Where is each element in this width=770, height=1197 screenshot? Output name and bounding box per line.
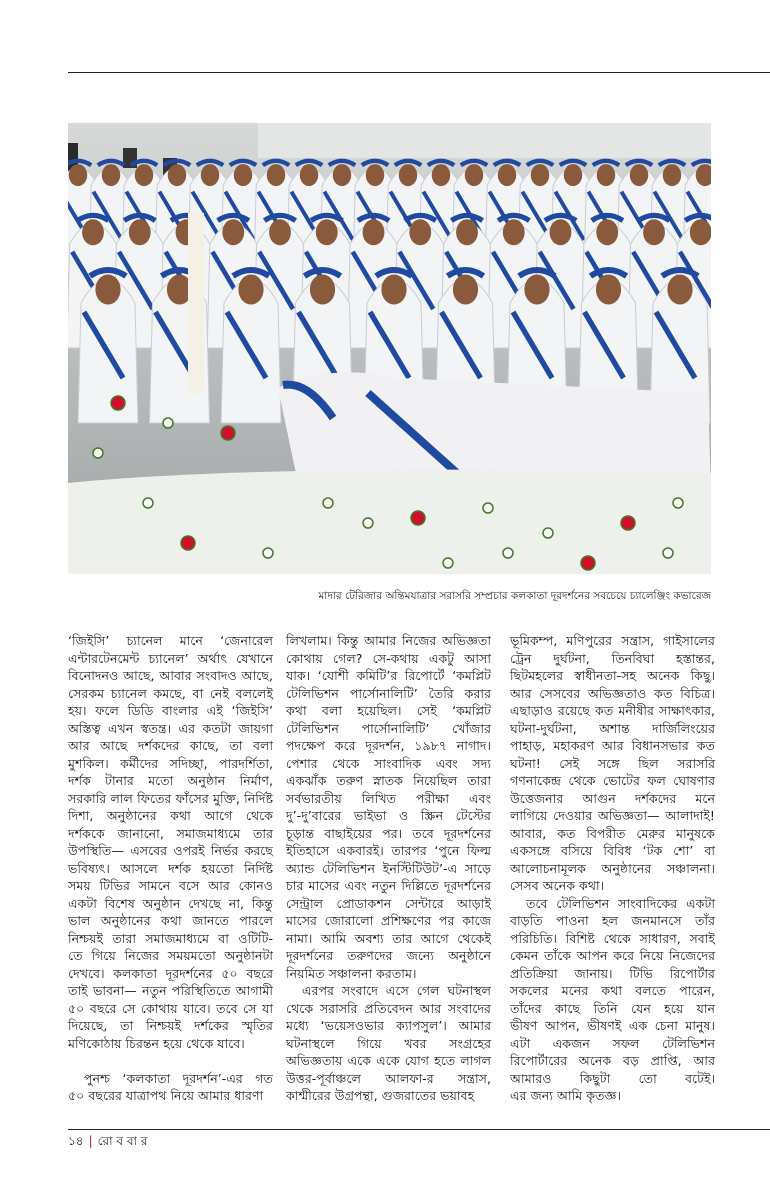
flower bbox=[181, 536, 195, 550]
text-line: লিখলাম। কিন্তু আমার নিজের অভিজ্ঞতা bbox=[286, 633, 491, 648]
text-line: উপস্থিতি— এসবের ওপরই নির্ভর করছে bbox=[68, 843, 273, 858]
flower bbox=[143, 498, 153, 508]
text-line: বাড়তি পাওনা হল জনমানসে তাঁর bbox=[510, 913, 715, 928]
text-line: এরপর সংবাদে এসে গেল ঘটনাস্থল bbox=[302, 983, 491, 998]
flower bbox=[663, 548, 673, 558]
text-line: অভিজ্ঞতায় একে একে যোগ হতে লাগল bbox=[286, 1053, 491, 1068]
text-line: গণনাকেন্দ্র থেকে ভোটের ফল ঘোষণার bbox=[510, 773, 715, 788]
text-line: আর সেসবের অভিজ্ঞতাও কত বিচিত্র। bbox=[510, 685, 715, 701]
text-line: ৫০ বছরে সে কোথায় যাবে। তবে সে যা bbox=[68, 1000, 273, 1016]
flower bbox=[263, 548, 273, 558]
page-number: ১৪ bbox=[68, 1134, 84, 1148]
text-line: আমারও কিছুটা তো বটেই। bbox=[510, 1070, 715, 1086]
nun-figure bbox=[78, 270, 138, 423]
candle bbox=[188, 213, 204, 393]
article-column-2 bbox=[286, 632, 491, 1105]
text-line: হয়। ফলে ডিডি বাংলার এই ‘জিইসি’ bbox=[68, 703, 273, 718]
text-line: এটা একজন সফল টেলিভিশন bbox=[510, 1035, 715, 1051]
text-line: মুশকিল। কর্মীদের সদিচ্ছা, পারদর্শিতা, bbox=[68, 755, 273, 771]
text-line: সর্বভারতীয় লিখিত পরীক্ষা এবং bbox=[286, 790, 491, 806]
text-line: সরকারি লাল ফিতের ফাঁসের মুক্তি, নির্দিষ্ট bbox=[68, 790, 273, 806]
text-line: দূরদর্শনের তরুণদের জন্যে অনুষ্ঠানে bbox=[286, 948, 491, 963]
text-line: তবে টেলিভিশন সাংবাদিকের একটা bbox=[526, 895, 715, 911]
bottom-rule bbox=[68, 1129, 770, 1130]
text-line: দিশা, অনুষ্ঠানের কথা আগে থেকে bbox=[68, 808, 273, 823]
text-line: সকলের মনের কথা বলতে পারেন, bbox=[510, 983, 715, 998]
text-line: ভাল অনুষ্ঠানের কথা জানতে পারলে bbox=[68, 913, 273, 928]
paragraph-gap bbox=[68, 1052, 273, 1070]
footer-separator: | bbox=[88, 1134, 93, 1148]
paragraph bbox=[68, 632, 273, 1052]
text-line: সেন্ট্রাল প্রোডাকশন সেন্টারে আড়াই bbox=[286, 895, 491, 911]
text-line: এন্টারটেনমেন্ট চ্যানেল’ অর্থাৎ যেখানে bbox=[68, 650, 273, 666]
text-line: ইতিহাসে একবারই। তারপর ‘পুনে ফিল্ম bbox=[286, 843, 491, 858]
text-line: এর জন্য আমি কৃতজ্ঞ। bbox=[510, 1088, 622, 1103]
text-line: ট্রেন দুর্ঘটনা, তিনবিঘা হস্তান্তর, bbox=[510, 650, 715, 666]
text-line: উত্তর-পূর্বাঞ্চলে আলফা-র সন্ত্রাস, bbox=[286, 1070, 491, 1086]
paragraph bbox=[510, 632, 715, 895]
text-line: নিশ্চয়ই তারা সমাজমাধ্যমে বা ওটিটি- bbox=[68, 930, 273, 946]
paragraph bbox=[510, 895, 715, 1105]
text-line: কেমন তাঁকে আপন করে নিয়ে নিজেদের bbox=[510, 948, 715, 963]
text-line: দর্শককে জানানো, সমাজমাধ্যমে তার bbox=[68, 825, 273, 841]
text-line: আবার, কত বিপরীত মেরুর মানুষকে bbox=[510, 825, 715, 841]
paragraph bbox=[286, 982, 491, 1105]
flower bbox=[111, 396, 125, 410]
flower bbox=[93, 448, 103, 458]
text-line: নিয়মিত সঞ্চালনা করতাম। bbox=[286, 965, 417, 981]
text-line: সময় টিভির সামনে বসে আর কোনও bbox=[68, 878, 273, 893]
text-line: রিপোর্টারের অনেক বড় প্রাপ্তি, আর bbox=[510, 1053, 715, 1068]
photo-illustration bbox=[68, 123, 711, 574]
photo-caption: মাদার টেরিজার অন্তিমযাত্রার সরাসরি সম্প্রচার কলকাতা দূরদর্শনের সবচেয়ে চ্যালেঞ্জিং কভারেজ bbox=[318, 590, 711, 602]
text-line: পদক্ষেপ করে দূরদর্শন, ১৯৮৭ নাগাদ। bbox=[286, 738, 491, 753]
text-line: দিয়েছে, তা নিশ্চয়ই দর্শকের স্মৃতির bbox=[68, 1018, 273, 1033]
text-line: ভীষণ আপন, ভীষণই এক চেনা মানুষ। bbox=[510, 1018, 715, 1033]
text-line: নামা। আমি অবশ্য তার আগে থেকেই bbox=[286, 930, 491, 946]
text-line: তাঁদের কাছে তিনি যেন হয়ে যান bbox=[510, 1000, 715, 1016]
text-line: চূড়ান্ত বাছাইয়ের পর। তবে দূরদর্শনের bbox=[286, 825, 491, 841]
text-line: ঘটনাস্থলে গিয়ে খবর সংগ্রহের bbox=[286, 1035, 491, 1051]
text-line: একসঙ্গে বসিয়ে বিবিধ ‘টক শো’ বা bbox=[510, 843, 715, 858]
paragraph bbox=[286, 632, 491, 982]
text-line: দু’-দু’বারের ভাইভা ও স্ক্রিন টেস্টের bbox=[286, 808, 491, 823]
text-line: টেলিভিশন পার্সোনালিটি’ তৈরি করার bbox=[286, 685, 491, 701]
flower bbox=[163, 418, 173, 428]
text-line: উত্তেজনার আগুন দর্শকদের মনে bbox=[510, 790, 715, 806]
text-line: কাশ্মীরের উগ্রপন্থা, গুজরাতের ভয়াবহ bbox=[286, 1088, 475, 1103]
flower bbox=[411, 511, 425, 525]
text-line: ছিটমহলের স্বাধীনতা-সহ অনেক কিছু। bbox=[510, 668, 715, 683]
text-line: পুনশ্চ ‘কলকাতা দূরদর্শন’-এর গত bbox=[84, 1070, 273, 1086]
text-line: বিনোদনও আছে, আবার সংবাদও আছে, bbox=[68, 668, 273, 683]
flower bbox=[673, 498, 683, 508]
text-line: যাক। ‘যোশী কমিটি’র রিপোর্টে ‘কমপ্লিট bbox=[286, 668, 491, 683]
text-line: ঘটনা-দুর্ঘটনা, অশান্ত দার্জিলিংয়ের bbox=[510, 720, 715, 736]
paragraph bbox=[68, 1070, 273, 1105]
text-line: ভবিষ্যৎ। আসলে দর্শক হয়তো নির্দিষ্ট bbox=[68, 860, 273, 876]
text-line: তে গিয়ে নিজের সময়মতো অনুষ্ঠানটা bbox=[68, 948, 273, 963]
text-line: মধ্যে ‘ভয়েসওভার ক্যাপসুল’। আমার bbox=[286, 1018, 491, 1033]
text-line: সেরকম চ্যানেল কমছে, বা নেই বললেই bbox=[68, 685, 273, 701]
text-line: মাসের জোরালো প্রশিক্ষণের পর কাজে bbox=[286, 913, 491, 928]
text-line: থেকে সরাসরি প্রতিবেদন আর সংবাদের bbox=[286, 1000, 491, 1016]
text-line: ৫০ বছরের যাত্রাপথ নিয়ে আমার ধারণা bbox=[68, 1088, 264, 1103]
flower bbox=[323, 498, 333, 508]
text-line: অ্যান্ড টেলিভিশন ইনস্টিটিউট’-এ সাড়ে bbox=[286, 860, 491, 876]
flower bbox=[621, 516, 635, 530]
flower bbox=[503, 548, 513, 558]
text-line: তাই ভাবনা— নতুন পরিস্থিতিতে আগামী bbox=[68, 983, 273, 998]
article-column-3 bbox=[510, 632, 715, 1105]
text-line: মণিকোঠায় চিরন্তন হয়ে থেকে যাবে। bbox=[68, 1035, 245, 1051]
text-line: দেখবে। কলকাতা দূরদর্শনের ৫০ বছরে bbox=[68, 965, 273, 981]
text-line: অস্তিত্ব এখন স্বতন্ত্র। এর কতটা জায়গা bbox=[68, 720, 273, 736]
text-line: পাহাড়, মহাকরণ আর বিধানসভার কত bbox=[510, 738, 715, 753]
nun-figure bbox=[221, 270, 281, 423]
text-line: আলোচনামূলক অনুষ্ঠানের সঞ্চালনা। bbox=[510, 860, 715, 876]
photo-mother-teresa-funeral bbox=[68, 123, 711, 574]
text-line: এছাড়াও রয়েছে কত মনীষীর সাক্ষাৎকার, bbox=[510, 703, 715, 718]
text-line: আর আছে দর্শকদের কাছে, তা বলা bbox=[68, 738, 273, 753]
text-line: ভূমিকম্প, মণিপুরের সন্ত্রাস, গাইসালের bbox=[510, 633, 715, 648]
flower bbox=[543, 528, 553, 538]
article-column-1 bbox=[68, 632, 273, 1105]
text-line: সেসব অনেক কথা। bbox=[510, 878, 605, 893]
top-rule bbox=[68, 72, 770, 73]
text-line: পরিচিতি। বিশিষ্ট থেকে সাধারণ, সবাই bbox=[510, 930, 715, 946]
flower bbox=[483, 503, 493, 513]
flower bbox=[363, 518, 373, 528]
text-line: ঘটনা! সেই সঙ্গে ছিল সরাসরি bbox=[510, 755, 715, 771]
text-line: ‘জিইসি’ চ্যানেল মানে ‘জেনারেল bbox=[68, 633, 273, 648]
text-line: কোথায় গেল? সে-কথায় একটু আসা bbox=[286, 650, 491, 666]
text-line: প্রতিক্রিয়া জানায়। টিভি রিপোর্টার bbox=[510, 965, 715, 981]
text-line: পেশার থেকে সাংবাদিক এবং সদ্য bbox=[286, 755, 491, 771]
flower bbox=[443, 558, 453, 568]
text-line: চার মাসের এবং নতুন দিল্লিতে দূরদর্শনের bbox=[286, 878, 491, 893]
magazine-name: রো ব বা র bbox=[97, 1134, 148, 1148]
text-line: একঝাঁক তরুণ স্নাতক নিয়েছিল তারা bbox=[286, 773, 491, 788]
page-footer bbox=[68, 1133, 147, 1153]
text-line: দর্শক টানার মতো অনুষ্ঠান নির্মাণ, bbox=[68, 773, 273, 788]
text-line: একটা বিশেষ অনুষ্ঠান দেখছে না, কিন্তু bbox=[68, 895, 273, 911]
text-line: লাগিয়ে দেওয়ার অভিজ্ঞতা— আলাদাই! bbox=[510, 808, 715, 823]
text-line: টেলিভিশন পার্সোনালিটি’ খোঁজার bbox=[286, 720, 491, 736]
flower bbox=[581, 556, 595, 570]
flower bbox=[221, 426, 235, 440]
text-line: কথা বলা হয়েছিল। সেই ‘কমপ্লিট bbox=[286, 703, 491, 718]
